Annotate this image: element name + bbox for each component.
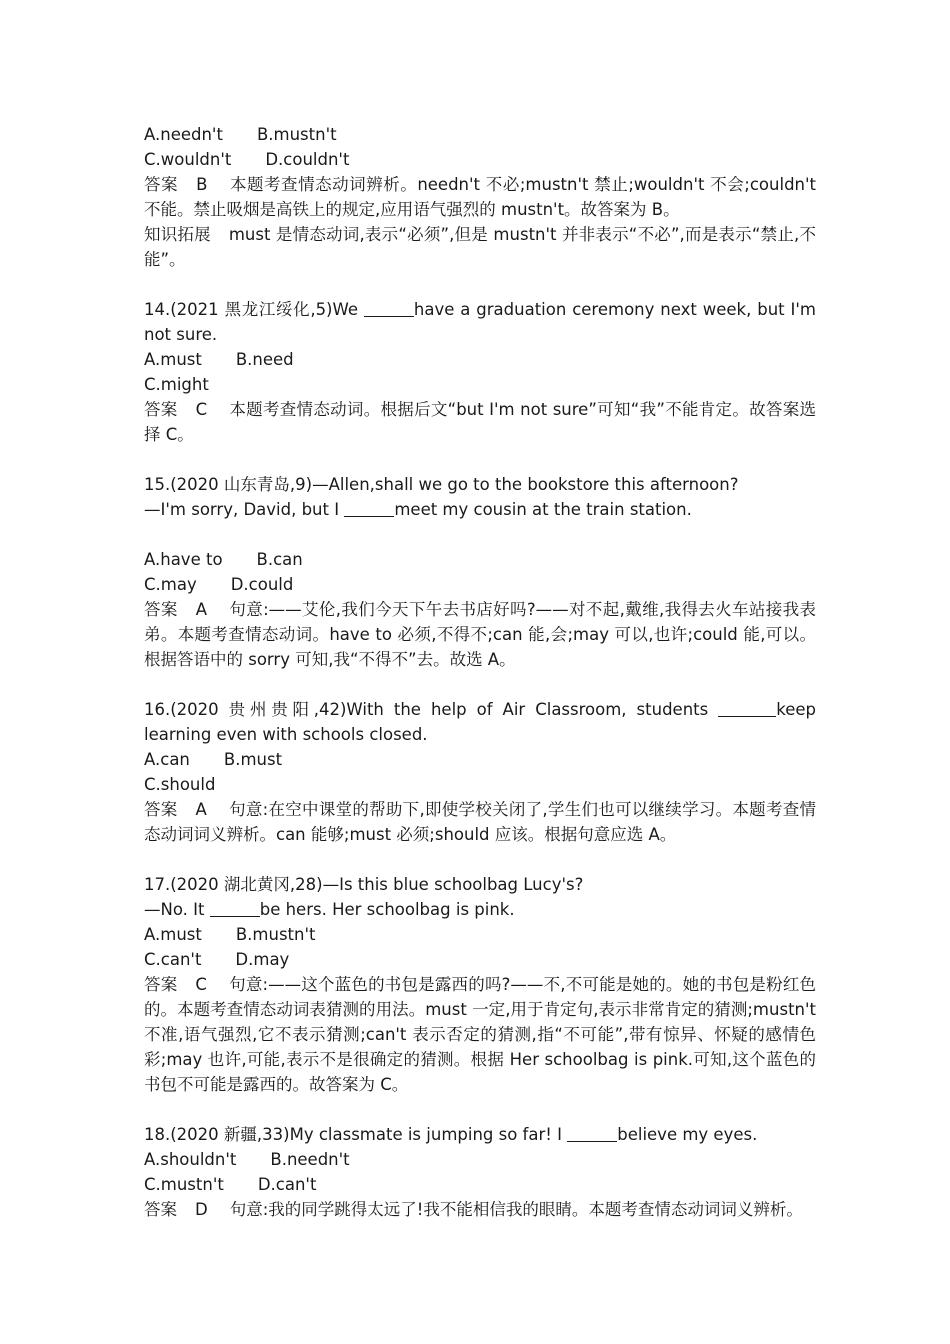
answer-label: 答案 (144, 800, 178, 819)
answer-key: A (195, 800, 207, 819)
answer-explanation: 本题考查情态动词辨析。needn't 不必;mustn't 禁止;wouldn't 不会;couldn't 不能。禁止吸烟是高铁上的规定,应用语气强烈的 mustn't。故答案为 B。 (144, 175, 817, 219)
stem-text: 14.(2021 黑龙江绥化,5)We (144, 300, 364, 319)
stem-text: —I'm sorry, David, but I (144, 500, 345, 519)
options-row (144, 122, 816, 147)
option-d: D.may (235, 950, 290, 969)
question-stem (144, 1122, 816, 1147)
answer-key: C (195, 400, 208, 419)
options-row (144, 747, 816, 772)
answer-label: 答案 (144, 175, 179, 194)
answer-block (144, 797, 816, 847)
options-row (144, 147, 816, 172)
document-page (144, 122, 816, 1222)
option-c: C.can't (144, 950, 202, 969)
answer-explanation: 句意:在空中课堂的帮助下,即使学校关闭了,学生们也可以继续学习。本题考查情态动词词义辨析。can 能够;must 必须;should 应该。根据句意应选 A。 (144, 800, 816, 844)
stem-text: believe my eyes. (617, 1125, 758, 1144)
question-stem (144, 897, 816, 922)
answer-explanation: 句意:我的同学跳得太远了!我不能相信我的眼睛。本题考查情态动词词义辨析。 (229, 1200, 803, 1219)
answer-block (144, 397, 816, 447)
stem-text: be hers. Her schoolbag is pink. (259, 900, 515, 919)
options-row (144, 772, 816, 797)
option-d: D.couldn't (265, 150, 350, 169)
option-a: A.shouldn't (144, 1150, 237, 1169)
options-row (144, 347, 816, 372)
answer-explanation: 句意:——这个蓝色的书包是露西的吗?——不,不可能是她的。她的书包是粉红色的。本题考查情态动词表猜测的用法。must 一定,用于肯定句,表示非常肯定的猜测;mustn't 不准,语气强烈,它不表示猜测;can't 表示否定的猜测,指“不可能”,带有惊异、怀疑的感情色彩;may 也许,可能,表示不是很确定的猜测。根据 Her schoolbag is pink.可知,这个蓝色的书包不可能是露西的。故答案为 C。 (144, 975, 817, 1094)
stem-text: 16.(2020 贵州贵阳,42)With the help of Air Classroom, students (144, 700, 719, 719)
option-a: A.must (144, 350, 202, 369)
options-row (144, 572, 816, 597)
option-c: C.may (144, 575, 197, 594)
answer-label: 答案 (144, 400, 178, 419)
answer-key: B (196, 175, 208, 194)
option-d: D.could (230, 575, 294, 594)
options-row (144, 547, 816, 572)
knowledge-label: 知识拓展 (144, 225, 211, 244)
option-a: A.must (144, 925, 202, 944)
knowledge-extension (144, 222, 816, 272)
answer-block (144, 172, 816, 222)
knowledge-text: must 是情态动词,表示“必须”,但是 mustn't 并非表示“不必”,而是表示“禁止,不能”。 (144, 225, 816, 269)
options-row (144, 922, 816, 947)
answer-blank (344, 499, 394, 517)
options-row (144, 1147, 816, 1172)
option-b: B.needn't (270, 1150, 350, 1169)
option-b: B.mustn't (235, 925, 316, 944)
answer-block (144, 597, 816, 672)
option-c: C.might (144, 375, 209, 394)
question-stem: 15.(2020 山东青岛,9)—Allen,shall we go to the bookstore this afternoon? (144, 475, 739, 494)
option-c: C.mustn't (144, 1175, 224, 1194)
option-b: B.mustn't (256, 125, 337, 144)
options-row (144, 947, 816, 972)
question-stem (144, 297, 816, 347)
stem-text: 18.(2020 新疆,33)My classmate is jumping so far! I (144, 1125, 568, 1144)
answer-key: C (195, 975, 207, 994)
answer-label: 答案 (144, 975, 178, 994)
answer-blank (364, 299, 414, 317)
stem-text: keep learning even with schools closed. (144, 700, 816, 744)
option-a: A.have to (144, 550, 223, 569)
options-row (144, 1172, 816, 1197)
option-b: B.must (223, 750, 283, 769)
answer-label: 答案 (144, 600, 178, 619)
answer-block (144, 1197, 816, 1222)
answer-explanation: 句意:——艾伦,我们今天下午去书店好吗?——对不起,戴维,我得去火车站接我表弟。本题考查情态动词。have to 必须,不得不;can 能,会;may 可以,也许;could 能,可以。根据答语中的 sorry 可知,我“不得不”去。故选 A。 (144, 600, 816, 669)
answer-label: 答案 (144, 1200, 177, 1219)
stem-text: have a graduation ceremony next week, but I'm not sure. (144, 300, 816, 344)
answer-blank (718, 699, 776, 717)
question-stem (144, 697, 816, 747)
option-b: B.need (235, 350, 294, 369)
answer-key: A (195, 600, 208, 619)
stem-text: —No. It (144, 900, 210, 919)
answer-blank (567, 1124, 617, 1142)
answer-explanation: 本题考查情态动词。根据后文“but I'm not sure”可知“我”不能肯定。故答案选择 C。 (144, 400, 816, 444)
stem-text: meet my cousin at the train station. (394, 500, 692, 519)
option-c: C.wouldn't (144, 150, 232, 169)
option-d: D.can't (257, 1175, 317, 1194)
options-row (144, 372, 816, 397)
option-b: B.can (256, 550, 303, 569)
question-stem (144, 497, 816, 522)
answer-blank (210, 899, 260, 917)
option-a: A.needn't (144, 125, 223, 144)
answer-key: D (195, 1200, 208, 1219)
option-a: A.can (144, 750, 190, 769)
question-stem: 17.(2020 湖北黄冈,28)—Is this blue schoolbag Lucy's? (144, 875, 584, 894)
answer-block (144, 972, 816, 1097)
option-c: C.should (144, 775, 216, 794)
